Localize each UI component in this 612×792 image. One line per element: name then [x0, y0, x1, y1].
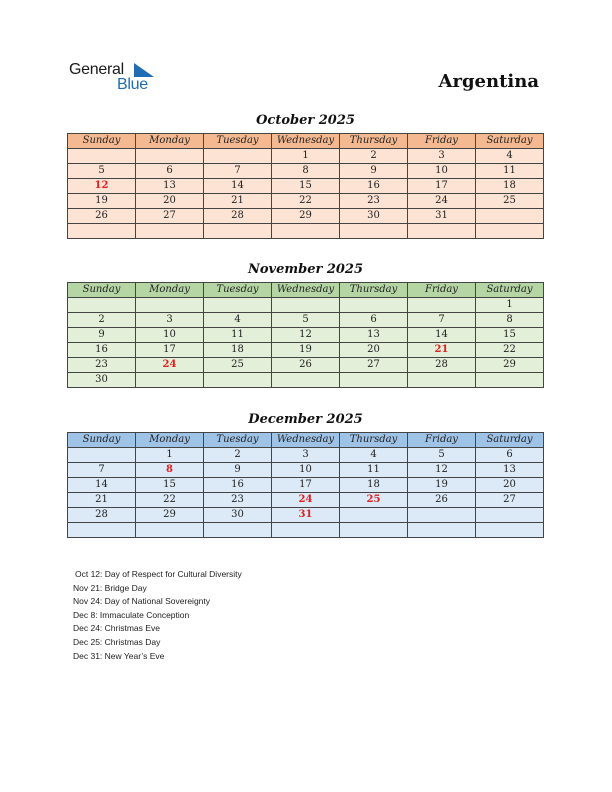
week-row — [68, 298, 544, 313]
weekday-monday: Monday — [136, 134, 204, 149]
holiday-day-cell: 25 — [340, 493, 408, 508]
day-cell: 26 — [408, 493, 476, 508]
week-row — [68, 358, 544, 373]
weekday-wednesday: Wednesday — [272, 433, 340, 448]
day-cell: 6 — [476, 448, 544, 463]
holiday-day-cell: 8 — [136, 463, 204, 478]
day-cell: 1 — [136, 448, 204, 463]
calendar-october — [67, 133, 544, 239]
week-row — [68, 313, 544, 328]
empty-day-cell — [408, 373, 476, 388]
week-row — [68, 523, 544, 538]
day-cell: 7 — [204, 164, 272, 179]
empty-day-cell — [476, 224, 544, 239]
empty-day-cell — [408, 508, 476, 523]
weekday-tuesday: Tuesday — [204, 283, 272, 298]
empty-day-cell — [204, 298, 272, 313]
weekday-wednesday: Wednesday — [272, 134, 340, 149]
day-cell: 3 — [136, 313, 204, 328]
day-cell: 12 — [408, 463, 476, 478]
weekday-thursday: Thursday — [340, 433, 408, 448]
day-cell: 18 — [340, 478, 408, 493]
day-cell: 14 — [408, 328, 476, 343]
day-cell: 23 — [68, 358, 136, 373]
day-cell: 21 — [204, 194, 272, 209]
weekday-monday: Monday — [136, 283, 204, 298]
logo-text-general: General — [69, 61, 124, 78]
day-cell: 3 — [272, 448, 340, 463]
empty-day-cell — [68, 224, 136, 239]
holiday-day-cell: 12 — [68, 179, 136, 194]
day-cell: 5 — [408, 448, 476, 463]
day-cell: 25 — [476, 194, 544, 209]
day-cell: 8 — [476, 313, 544, 328]
holiday-day-cell: 24 — [272, 493, 340, 508]
weekday-sunday: Sunday — [68, 433, 136, 448]
day-cell: 7 — [68, 463, 136, 478]
day-cell: 22 — [476, 343, 544, 358]
day-cell: 1 — [272, 149, 340, 164]
day-cell: 19 — [272, 343, 340, 358]
empty-day-cell — [68, 448, 136, 463]
day-cell: 16 — [68, 343, 136, 358]
week-row — [68, 149, 544, 164]
day-cell: 6 — [136, 164, 204, 179]
weekday-sunday: Sunday — [68, 134, 136, 149]
day-cell: 15 — [476, 328, 544, 343]
week-row — [68, 224, 544, 239]
day-cell: 9 — [204, 463, 272, 478]
week-row — [68, 343, 544, 358]
day-cell: 10 — [272, 463, 340, 478]
generalblue-logo — [69, 61, 169, 97]
day-cell: 15 — [136, 478, 204, 493]
day-cell: 25 — [204, 358, 272, 373]
empty-day-cell — [340, 508, 408, 523]
day-cell: 29 — [476, 358, 544, 373]
day-cell: 22 — [272, 194, 340, 209]
day-cell: 30 — [340, 209, 408, 224]
day-cell: 8 — [272, 164, 340, 179]
day-cell: 11 — [204, 328, 272, 343]
empty-day-cell — [340, 373, 408, 388]
empty-day-cell — [136, 149, 204, 164]
day-cell: 19 — [68, 194, 136, 209]
day-cell: 6 — [340, 313, 408, 328]
empty-day-cell — [204, 373, 272, 388]
empty-day-cell — [136, 373, 204, 388]
day-cell: 19 — [408, 478, 476, 493]
day-cell: 14 — [68, 478, 136, 493]
day-cell: 31 — [408, 209, 476, 224]
weekday-wednesday: Wednesday — [272, 283, 340, 298]
empty-day-cell — [68, 523, 136, 538]
week-row — [68, 493, 544, 508]
weekday-friday: Friday — [408, 283, 476, 298]
empty-day-cell — [272, 373, 340, 388]
empty-day-cell — [476, 523, 544, 538]
day-cell: 30 — [68, 373, 136, 388]
holiday-notes — [73, 568, 242, 663]
empty-day-cell — [136, 224, 204, 239]
day-cell: 5 — [272, 313, 340, 328]
day-cell: 5 — [68, 164, 136, 179]
day-cell: 13 — [136, 179, 204, 194]
logo-triangle-icon — [134, 63, 154, 77]
empty-day-cell — [408, 298, 476, 313]
calendar-december — [67, 432, 544, 538]
empty-day-cell — [476, 508, 544, 523]
day-cell: 18 — [476, 179, 544, 194]
day-cell: 18 — [204, 343, 272, 358]
empty-day-cell — [204, 149, 272, 164]
day-cell: 2 — [340, 149, 408, 164]
weekday-saturday: Saturday — [476, 283, 544, 298]
empty-day-cell — [340, 224, 408, 239]
empty-day-cell — [272, 224, 340, 239]
day-cell: 28 — [68, 508, 136, 523]
week-row — [68, 328, 544, 343]
weekday-friday: Friday — [408, 433, 476, 448]
weekday-thursday: Thursday — [340, 283, 408, 298]
day-cell: 28 — [204, 209, 272, 224]
weekday-tuesday: Tuesday — [204, 134, 272, 149]
holiday-note: Nov 24: Day of National Sovereignty — [73, 596, 211, 607]
empty-day-cell — [476, 373, 544, 388]
day-cell: 27 — [476, 493, 544, 508]
day-cell: 17 — [408, 179, 476, 194]
holiday-note: Nov 21: Bridge Day — [73, 582, 147, 593]
country-title: Argentina — [438, 71, 539, 92]
empty-day-cell — [340, 298, 408, 313]
week-row — [68, 209, 544, 224]
empty-day-cell — [204, 224, 272, 239]
holiday-note: Dec 24: Christmas Eve — [73, 623, 160, 634]
day-cell: 20 — [476, 478, 544, 493]
day-cell: 15 — [272, 179, 340, 194]
empty-day-cell — [340, 523, 408, 538]
day-cell: 1 — [476, 298, 544, 313]
empty-day-cell — [136, 523, 204, 538]
day-cell: 12 — [272, 328, 340, 343]
day-cell: 27 — [136, 209, 204, 224]
day-cell: 30 — [204, 508, 272, 523]
empty-day-cell — [408, 224, 476, 239]
day-cell: 11 — [340, 463, 408, 478]
day-cell: 7 — [408, 313, 476, 328]
holiday-note: Dec 31: New Year’s Eve — [73, 650, 165, 661]
day-cell: 29 — [272, 209, 340, 224]
holiday-note: Dec 25: Christmas Day — [73, 636, 161, 647]
day-cell: 20 — [340, 343, 408, 358]
day-cell: 4 — [476, 149, 544, 164]
week-row — [68, 478, 544, 493]
day-cell: 4 — [204, 313, 272, 328]
holiday-day-cell: 31 — [272, 508, 340, 523]
day-cell: 29 — [136, 508, 204, 523]
day-cell: 2 — [204, 448, 272, 463]
day-cell: 17 — [136, 343, 204, 358]
holiday-note: Dec 8: Immaculate Conception — [73, 609, 190, 620]
holiday-day-cell: 24 — [136, 358, 204, 373]
day-cell: 16 — [340, 179, 408, 194]
day-cell: 22 — [136, 493, 204, 508]
weekday-saturday: Saturday — [476, 433, 544, 448]
week-row — [68, 373, 544, 388]
week-row — [68, 448, 544, 463]
empty-day-cell — [476, 209, 544, 224]
day-cell: 17 — [272, 478, 340, 493]
day-cell: 10 — [136, 328, 204, 343]
day-cell: 9 — [68, 328, 136, 343]
weekday-saturday: Saturday — [476, 134, 544, 149]
day-cell: 2 — [68, 313, 136, 328]
calendar-november — [67, 282, 544, 388]
day-cell: 26 — [68, 209, 136, 224]
day-cell: 9 — [340, 164, 408, 179]
empty-day-cell — [408, 523, 476, 538]
logo-text-blue: Blue — [117, 76, 148, 93]
empty-day-cell — [272, 298, 340, 313]
week-row — [68, 164, 544, 179]
empty-day-cell — [68, 298, 136, 313]
empty-day-cell — [204, 523, 272, 538]
month-title-november: November 2025 — [247, 262, 364, 277]
weekday-header-row — [68, 283, 544, 298]
day-cell: 13 — [340, 328, 408, 343]
week-row — [68, 463, 544, 478]
day-cell: 24 — [408, 194, 476, 209]
weekday-friday: Friday — [408, 134, 476, 149]
weekday-header-row — [68, 134, 544, 149]
weekday-sunday: Sunday — [68, 283, 136, 298]
weekday-header-row — [68, 433, 544, 448]
day-cell: 14 — [204, 179, 272, 194]
empty-day-cell — [136, 298, 204, 313]
day-cell: 23 — [204, 493, 272, 508]
week-row — [68, 194, 544, 209]
day-cell: 27 — [340, 358, 408, 373]
day-cell: 3 — [408, 149, 476, 164]
day-cell: 26 — [272, 358, 340, 373]
day-cell: 20 — [136, 194, 204, 209]
empty-day-cell — [68, 149, 136, 164]
month-title-december: December 2025 — [248, 412, 363, 427]
day-cell: 28 — [408, 358, 476, 373]
empty-day-cell — [272, 523, 340, 538]
week-row — [68, 179, 544, 194]
day-cell: 21 — [68, 493, 136, 508]
weekday-monday: Monday — [136, 433, 204, 448]
weekday-thursday: Thursday — [340, 134, 408, 149]
holiday-day-cell: 21 — [408, 343, 476, 358]
day-cell: 11 — [476, 164, 544, 179]
day-cell: 13 — [476, 463, 544, 478]
holiday-note: Oct 12: Day of Respect for Cultural Diversity — [75, 569, 242, 579]
weekday-tuesday: Tuesday — [204, 433, 272, 448]
day-cell: 4 — [340, 448, 408, 463]
week-row — [68, 508, 544, 523]
day-cell: 23 — [340, 194, 408, 209]
day-cell: 10 — [408, 164, 476, 179]
month-title-october: October 2025 — [256, 113, 355, 128]
day-cell: 16 — [204, 478, 272, 493]
